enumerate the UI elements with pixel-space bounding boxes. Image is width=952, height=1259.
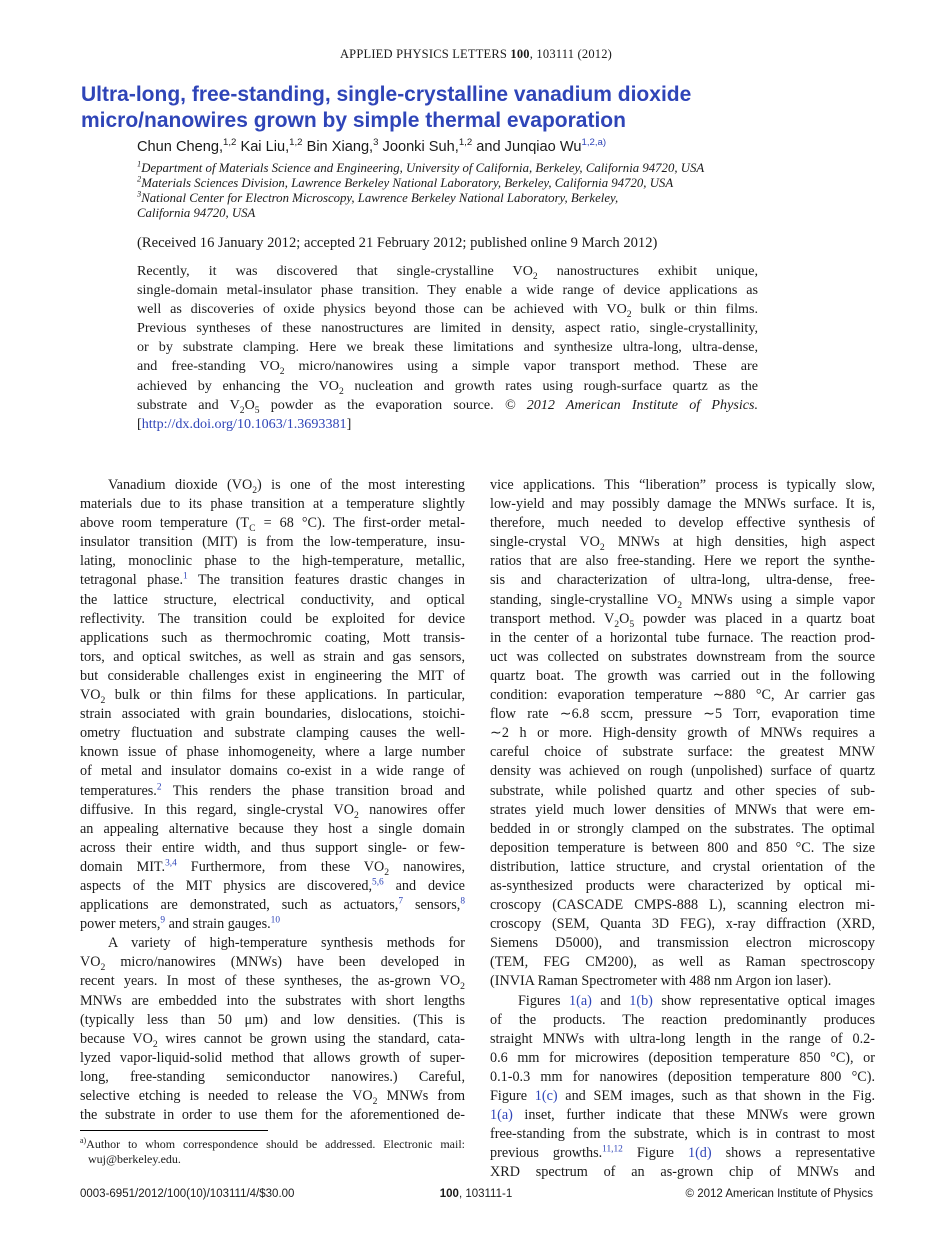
footnote-divider xyxy=(80,1130,268,1131)
correspondence-footnote-link[interactable]: 1,2,a) xyxy=(581,137,607,149)
figure-link[interactable]: 1(c) xyxy=(534,1088,558,1104)
ref-link[interactable]: 11,12 xyxy=(602,1144,623,1155)
footer-issn: 0003-6951/2012/100(10)/103111/4/$30.00 xyxy=(80,1188,295,1200)
ref-link[interactable]: 7 xyxy=(398,896,404,907)
affiliation-3: $^3$National Center for Electron Microscopy, Lawrence Berkeley National Laboratory, Berkeley, xyxy=(137,188,619,205)
footer-page-number: 100, 103111-1 xyxy=(439,1188,513,1200)
author-list: Chun Cheng,$^{1,2}$ Kai Liu,$^{1,2}$ Bin Xiang,$^3$ Joonki Suh,$^{1,2}$ and Junqiao Wu$^{1,2,a)}$ xyxy=(137,137,607,155)
footnote: $^{a)}$Author to whom correspondence should be addressed. Electronic mail: wuj@berkeley.edu. xyxy=(80,1136,465,1166)
body-line: Vanadium dioxide $(VO_2)$ is one of the most interesting xyxy=(108,477,465,496)
doi-link[interactable]: http://dx.doi.org/10.1063/1.3693381 xyxy=(141,415,347,432)
journal-header: APPLIED PHYSICS LETTERS 100, 103111 (2012) xyxy=(339,47,613,61)
ref-link[interactable]: 5,6 xyxy=(372,877,384,888)
ref-link[interactable]: 2 xyxy=(156,781,162,792)
ref-link[interactable]: 10 xyxy=(270,915,281,926)
footer-copyright: © 2012 American Institute of Physics xyxy=(685,1188,873,1200)
figure-link[interactable]: 1(a) xyxy=(569,992,592,1009)
affiliation-1: $^1$Department of Materials Science and Engineering, University of California, Berkeley, California 94720, USA xyxy=(137,158,705,175)
abstract: Recently, it was discovered that single-crystalline $VO_2$ nanostructures exhibit unique, single-domain metal-insulator phase transition. They enable a wide range of device applications as well as discoveries of oxide physics beyond those can be achieved with $VO_2$ bulk or thin films. Previous syntheses of these nanostructures are limited in density, aspect ratio, single-crystallinity, or by substrate clamping. Here we break these limitations and synthesize ultra-long, ultra-dense, and free-standing $VO_2$ micro/nanowires using a simple vapor transport method. These are achieved by enhancing the $VO_2$ nucleation and growth rates using rough-surface quartz as the substrate and $V_2O_5$ powder as the evaporation source. © 2012 American Institute of Physics. [http://dx.doi.org/10.1063/1.3693381] xyxy=(137,263,759,432)
title-line-1: Ultra-long, free-standing, single-crystalline vanadium dioxide xyxy=(81,83,692,106)
right-column: vice applications. This “liberation” process is typically slow, low-yield and may possibly damage the MNWs surface. It is, therefore, much needed to develop effective synthesis of single-crystal $VO_2$ MNWs at high densities, high aspect ratios that are also free-standing. Here we report the synthe- sis and characterization of ultra-long, ultra-dense, free- standing, single-crystalline $VO_2$ MNWs using a simple vapor transport method. $V_2O_5$ powder was placed in a quartz boat in the center of a horizontal tube furnace. The reaction prod- uct was collected on substrates downstream from the source quartz boat. The growth was carried out in the following condition: evaporation temperature ∼880 °C, Ar carrier gas flow rate ∼6.8 sccm, pressure ∼5 Torr, evaporation time ∼2 h or more. High-density growth of MNWs requires a careful choice of substrate surface: the greatest MNW density was achieved on rough (unpolished) surface of quartz substrate, while polished quartz and other species of sub- strates yield much lower densities of MNWs that were em- bedded in or strongly clamped on the substrates. The optimal deposition temperature is between 800 and 850 °C. The size distribution, lattice structure, and crystal orientation of the as-synthesized products were characterized by optical mi- croscopy (CASCADE CMPS-888 L), scanning electron mi- croscopy (SEM, Quanta 3D FEG), x-ray diffraction (XRD, Siemens D5000), and transmission electron microscopy (TEM, FEG CM200), as well as Raman spectroscopy (INVIA Raman Spectrometer with 488 nm Argon ion laser). Figures 1(a) and 1(b) show representative optical images of the products. The reaction predominantly produces straight MNWs with ultra-long length in the range of 0.2- 0.6 mm for microwires (deposition temperature 850 °C), or 0.1-0.3 mm for nanowires (deposition temperature 800 °C). Figure 1(c) and SEM images, such as that shown in the Fig. 1(a) inset, further indicate that these MNWs were grown free-standing from the substrate, which is in contrast to most previous growths.$^{11,12}$ Figure 1(d) shows a representative XRD spectrum of an as-grown chip of MNWs and xyxy=(490,477,876,1181)
figure-link[interactable]: 1(d) xyxy=(687,1145,712,1162)
left-column: Vanadium dioxide $(VO_2)$ is one of the most interesting materials due to its phase transition at a temperature slightly above room temperature ($T_C = 68$ °C). The first-order metal- insulator transition (MIT) is from the low-temperature, insu- lating, monoclinic phase to the high-temperature, metallic, tetragonal phase.$^1$ The transition features drastic changes in the lattice structure, electrical conductivity, and optical reflectivity. The transition could be exploited for device applications such as thermochromic coating, Mott transis- tors, and optical switches, as well as strain and gas sensors, but considerable challenges exist in engineering the MIT of $VO_2$ bulk or thin films for these applications. In particular, strain associated with grain boundaries, dislocations, stoichi- ometry fluctuation and substrate clamping causes the well- known issue of phase inhomogeneity, where a large number of metal and insulator domains co-exist in a wide range of temperatures.$^2$ This renders the phase transition broad and diffusive. In this regard, single-crystal $VO_2$ nanowires offer an appealing alternative because they host a single domain across their entire width, and thus support single- or few- domain MIT.$^{3,4}$ Furthermore, from these $VO_2$ nanowires, aspects of the MIT physics are discovered,$^{5,6}$ and device applications are demonstrated, such as actuators,$^7$ sensors,$^8$ power meters,$^9$ and strain gauges.$^{10}$ A variety of high-temperature synthesis methods for $VO_2$ micro/nanowires (MNWs) have been developed in recent years. In most of these syntheses, the as-grown $VO_2$ MNWs are embedded into the substrates with short lengths (typically less than 50 μm) and low densities. (This is because $VO_2$ wires cannot be grown using the standard, cata- lyzed vapor-liquid-solid method that allows growth of super- long, free-standing semiconductor nanowires.) Careful, selective etching is needed to release the $VO_2$ MNWs from the substrate in order to use them for the aforementioned de- xyxy=(80,477,466,1124)
title-line-2: micro/nanowires grown by simple thermal evaporation xyxy=(81,109,626,132)
figure-link[interactable]: 1(a) xyxy=(490,1107,513,1124)
ref-link[interactable]: 1 xyxy=(183,571,188,582)
figure-link[interactable]: 1(b) xyxy=(629,992,653,1009)
affiliation-3-cont: California 94720, USA xyxy=(137,206,256,220)
ref-link[interactable]: 9 xyxy=(160,915,166,926)
ref-link[interactable]: 3,4 xyxy=(165,858,177,869)
article-title xyxy=(81,82,881,134)
received-dates: (Received 16 January 2012; accepted 21 February 2012; published online 9 March 2012) xyxy=(137,235,658,251)
affiliation-2: $^2$Materials Sciences Division, Lawrence Berkeley National Laboratory, Berkeley, California 94720, USA xyxy=(137,173,674,190)
ref-link[interactable]: 8 xyxy=(460,896,465,907)
